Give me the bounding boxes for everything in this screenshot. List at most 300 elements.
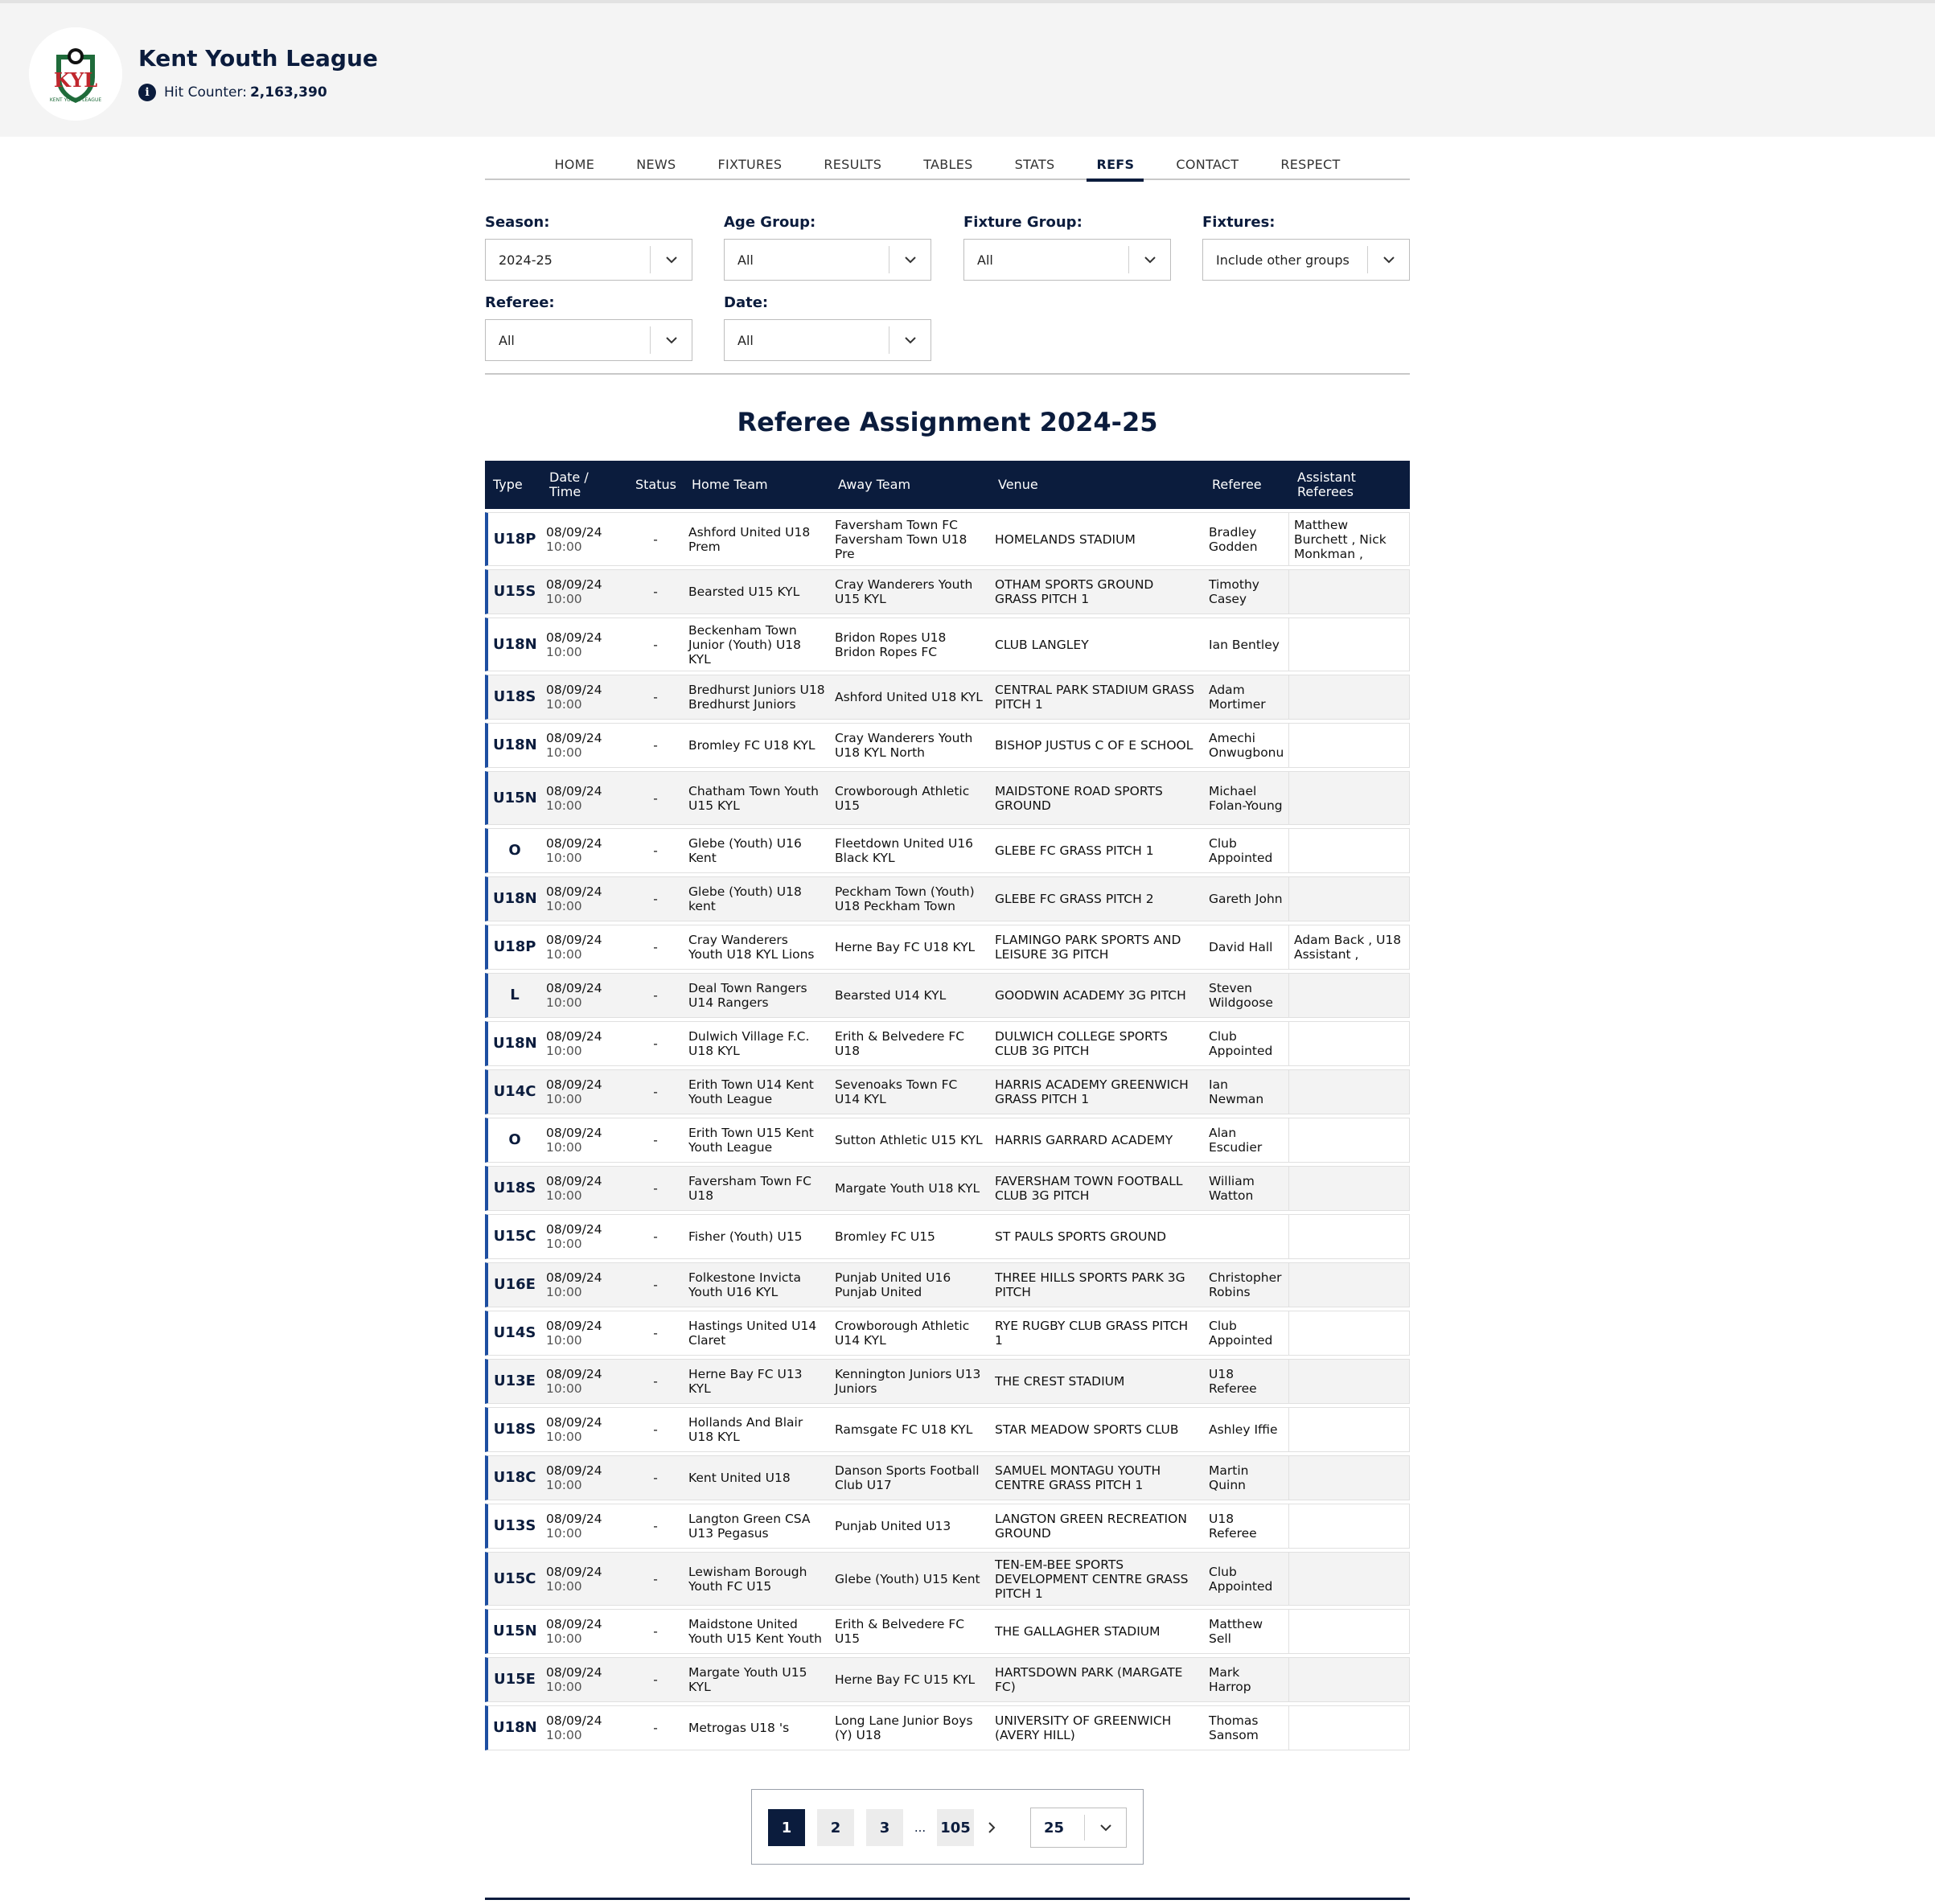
fixture-type: L	[485, 973, 541, 1018]
fixture-date: 08/09/24	[546, 731, 602, 745]
referee-name: David Hall	[1204, 925, 1289, 970]
fixture-time: 10:00	[546, 798, 582, 813]
age-group-filter	[724, 214, 931, 281]
table-row[interactable]	[485, 1118, 1410, 1163]
fixture-time: 10:00	[546, 1044, 582, 1058]
away-team: Peckham Town (Youth) U18 Peckham Town	[830, 876, 990, 921]
col-venue[interactable]: Venue	[990, 461, 1204, 509]
venue: CLUB LANGLEY	[990, 618, 1204, 671]
referee-name: William Watton	[1204, 1166, 1289, 1211]
col-type[interactable]: Type	[485, 461, 541, 509]
fixture-date: 08/09/24	[546, 836, 602, 851]
chevron-down-icon	[1128, 246, 1170, 273]
table-row[interactable]	[485, 876, 1410, 921]
referee-name: Michael Folan-Young	[1204, 771, 1289, 825]
table-row[interactable]	[485, 771, 1410, 825]
assistant-referees	[1289, 618, 1410, 671]
referee-name: Amechi Onwugbonu	[1204, 723, 1289, 768]
per-page-select[interactable]	[1030, 1808, 1127, 1848]
fixture-status: -	[627, 1552, 684, 1606]
assistant-referees	[1289, 1021, 1410, 1066]
away-team: Sevenoaks Town FC U14 KYL	[830, 1069, 990, 1114]
fixture-status: -	[627, 1262, 684, 1307]
referee-name: Ashley Iffie	[1204, 1407, 1289, 1452]
assistant-referees	[1289, 1657, 1410, 1702]
footer-divider	[485, 1898, 1410, 1900]
fixture-type: U15E	[485, 1657, 541, 1702]
fixture-type: U18N	[485, 618, 541, 671]
fixture-type: U18S	[485, 1407, 541, 1452]
home-team: Erith Town U15 Kent Youth League	[684, 1118, 830, 1163]
fixture-datetime	[541, 1609, 627, 1654]
fixture-time: 10:00	[546, 995, 582, 1010]
fixture-type: U16E	[485, 1262, 541, 1307]
table-row[interactable]	[485, 1311, 1410, 1356]
chevron-down-icon	[650, 326, 692, 354]
fixture-status: -	[627, 1118, 684, 1163]
away-team: Punjab United U16 Punjab United	[830, 1262, 990, 1307]
fixture-datetime	[541, 1214, 627, 1259]
fixture-status: -	[627, 1455, 684, 1500]
assistant-referees: Matthew Burchett , Nick Monkman ,	[1289, 512, 1410, 566]
fixture-time: 10:00	[546, 644, 582, 659]
page-2-button[interactable]: 2	[817, 1809, 854, 1846]
venue: STAR MEADOW SPORTS CLUB	[990, 1407, 1204, 1452]
fixtures-label: Fixtures:	[1202, 214, 1276, 231]
fixture-datetime	[541, 1069, 627, 1114]
table-row[interactable]	[485, 1609, 1410, 1654]
fixture-time: 10:00	[546, 899, 582, 913]
nav-stats[interactable]: STATS	[1014, 157, 1055, 172]
hit-counter	[138, 84, 327, 101]
chevron-down-icon	[650, 246, 692, 273]
page-title: Referee Assignment 2024-25	[737, 407, 1158, 437]
referee-name: Steven Wildgoose	[1204, 973, 1289, 1018]
fixture-type: U18P	[485, 925, 541, 970]
away-team: Herne Bay FC U18 KYL	[830, 925, 990, 970]
referee-select[interactable]	[485, 319, 692, 361]
venue: HARRIS ACADEMY GREENWICH GRASS PITCH 1	[990, 1069, 1204, 1114]
fixture-datetime	[541, 618, 627, 671]
season-select[interactable]	[485, 239, 692, 281]
referee-name: Adam Mortimer	[1204, 675, 1289, 720]
venue: BISHOP JUSTUS C OF E SCHOOL	[990, 723, 1204, 768]
table-row[interactable]	[485, 1262, 1410, 1307]
away-team: Fleetdown United U16 Black KYL	[830, 828, 990, 873]
col-referee[interactable]: Referee	[1204, 461, 1289, 509]
away-team: Danson Sports Football Club U17	[830, 1455, 990, 1500]
fixture-type: O	[485, 1118, 541, 1163]
venue: OTHAM SPORTS GROUND GRASS PITCH 1	[990, 569, 1204, 614]
assistant-referees	[1289, 1069, 1410, 1114]
fixture-time: 10:00	[546, 1333, 582, 1348]
fixture-date: 08/09/24	[546, 884, 602, 899]
fixture-date: 08/09/24	[546, 630, 602, 645]
assistant-referees	[1289, 1214, 1410, 1259]
col-away-team[interactable]: Away Team	[830, 461, 990, 509]
home-team: Bearsted U15 KYL	[684, 569, 830, 614]
fixture-date: 08/09/24	[546, 1512, 602, 1526]
away-team: Bromley FC U15	[830, 1214, 990, 1259]
fixture-date: 08/09/24	[546, 1367, 602, 1381]
fixture-datetime	[541, 1021, 627, 1066]
page-1-button[interactable]: 1	[768, 1809, 805, 1846]
fixture-group-filter	[963, 214, 1171, 281]
fixture-datetime	[541, 1552, 627, 1606]
fixture-time: 10:00	[546, 1381, 582, 1396]
fixture-date: 08/09/24	[546, 577, 602, 592]
referee-name: Bradley Godden	[1204, 512, 1289, 566]
nav-refs[interactable]: REFS	[1075, 153, 1155, 180]
referee-name: U18 Referee	[1204, 1504, 1289, 1549]
away-team: Erith & Belvedere FC U18	[830, 1021, 990, 1066]
away-team: Erith & Belvedere FC U15	[830, 1609, 990, 1654]
table-row[interactable]	[485, 1455, 1410, 1500]
kyl-crest-icon	[29, 27, 122, 121]
table-row[interactable]	[485, 1021, 1410, 1066]
chevron-down-icon	[889, 326, 931, 354]
home-team: Erith Town U14 Kent Youth League	[684, 1069, 830, 1114]
age-group-value: All	[737, 252, 754, 268]
fixture-datetime	[541, 876, 627, 921]
fixture-date: 08/09/24	[546, 1617, 602, 1631]
referee-name: Ian Newman	[1204, 1069, 1289, 1114]
fixture-date: 08/09/24	[546, 783, 602, 798]
fixture-type: U13S	[485, 1504, 541, 1549]
table-row[interactable]	[485, 1214, 1410, 1259]
away-team: Bridon Ropes U18 Bridon Ropes FC	[830, 618, 990, 671]
fixture-date: 08/09/24	[546, 1126, 602, 1140]
table-row[interactable]	[485, 1552, 1410, 1606]
fixture-time: 10:00	[546, 592, 582, 606]
referee-name: U18 Referee	[1204, 1359, 1289, 1404]
home-team: Faversham Town FC U18	[684, 1166, 830, 1211]
fixture-time: 10:00	[546, 1526, 582, 1541]
referee-assignment-table	[485, 458, 1410, 1754]
fixture-date: 08/09/24	[546, 933, 602, 947]
nav-tables[interactable]: TABLES	[923, 157, 973, 172]
assistant-referees	[1289, 1705, 1410, 1750]
fixture-status: -	[627, 512, 684, 566]
fixture-status: -	[627, 771, 684, 825]
home-team: Beckenham Town Junior (Youth) U18 KYL	[684, 618, 830, 671]
fixture-datetime	[541, 828, 627, 873]
venue: UNIVERSITY OF GREENWICH (AVERY HILL)	[990, 1705, 1204, 1750]
home-team: Herne Bay FC U13 KYL	[684, 1359, 830, 1404]
table-row[interactable]	[485, 723, 1410, 768]
season-filter	[485, 214, 692, 281]
venue: FLAMINGO PARK SPORTS AND LEISURE 3G PITCH	[990, 925, 1204, 970]
fixture-datetime	[541, 569, 627, 614]
assistant-referees	[1289, 1407, 1410, 1452]
fixture-type: U15N	[485, 1609, 541, 1654]
fixture-type: U18N	[485, 1705, 541, 1750]
table-row[interactable]	[485, 1359, 1410, 1404]
fixture-status: -	[627, 723, 684, 768]
venue: LANGTON GREEN RECREATION GROUND	[990, 1504, 1204, 1549]
table-row[interactable]	[485, 569, 1410, 614]
chevron-right-icon	[988, 1821, 996, 1834]
chevron-down-icon	[1367, 246, 1409, 273]
away-team: Kennington Juniors U13 Juniors	[830, 1359, 990, 1404]
season-label: Season:	[485, 214, 550, 231]
fixture-date: 08/09/24	[546, 1270, 602, 1285]
away-team: Sutton Athletic U15 KYL	[830, 1118, 990, 1163]
away-team: Long Lane Junior Boys (Y) U18	[830, 1705, 990, 1750]
fixture-type: U18N	[485, 876, 541, 921]
fixture-date: 08/09/24	[546, 981, 602, 995]
table-row[interactable]	[485, 1657, 1410, 1702]
referee-value: All	[499, 332, 515, 348]
fixture-time: 10:00	[546, 1140, 582, 1155]
fixture-date: 08/09/24	[546, 1415, 602, 1430]
assistant-referees	[1289, 569, 1410, 614]
away-team: Faversham Town FC Faversham Town U18 Pre	[830, 512, 990, 566]
fixture-time: 10:00	[546, 1285, 582, 1299]
fixture-type: U18S	[485, 1166, 541, 1211]
fixtures-select[interactable]	[1202, 239, 1410, 281]
age-group-label: Age Group:	[724, 214, 816, 231]
assistant-referees	[1289, 1455, 1410, 1500]
fixture-time: 10:00	[546, 1092, 582, 1106]
col-status[interactable]: Status	[627, 461, 684, 509]
fixture-type: U18C	[485, 1455, 541, 1500]
fixture-status: -	[627, 1359, 684, 1404]
home-team: Lewisham Borough Youth FC U15	[684, 1552, 830, 1606]
fixture-datetime	[541, 1166, 627, 1211]
fixture-date: 08/09/24	[546, 1713, 602, 1728]
table-row[interactable]	[485, 618, 1410, 671]
assistant-referees	[1289, 1609, 1410, 1654]
fixture-status: -	[627, 828, 684, 873]
referee-name: Club Appointed	[1204, 1311, 1289, 1356]
nav-home[interactable]: HOME	[554, 157, 595, 172]
referee-filter	[485, 294, 692, 361]
age-group-select[interactable]	[724, 239, 931, 281]
fixture-date: 08/09/24	[546, 1319, 602, 1333]
fixture-date: 08/09/24	[546, 1665, 602, 1680]
fixture-time: 10:00	[546, 947, 582, 962]
fixture-type: U14S	[485, 1311, 541, 1356]
referee-name: Ian Bentley	[1204, 618, 1289, 671]
fixtures-filter	[1202, 214, 1410, 281]
fixture-type: U15C	[485, 1552, 541, 1606]
referee-name: Club Appointed	[1204, 1552, 1289, 1606]
table-row[interactable]	[485, 1504, 1410, 1549]
assistant-referees	[1289, 1552, 1410, 1606]
away-team: Cray Wanderers Youth U18 KYL North	[830, 723, 990, 768]
away-team: Ashford United U18 KYL	[830, 675, 990, 720]
pagination-ellipsis: ...	[914, 1820, 926, 1835]
next-page-button[interactable]	[980, 1809, 1003, 1846]
fixture-time: 10:00	[546, 745, 582, 760]
referee-name: Matthew Sell	[1204, 1609, 1289, 1654]
fixture-type: U18N	[485, 1021, 541, 1066]
fixture-time: 10:00	[546, 1478, 582, 1492]
fixtures-value: Include other groups	[1216, 252, 1350, 268]
fixture-datetime	[541, 1455, 627, 1500]
away-team: Crowborough Athletic U14 KYL	[830, 1311, 990, 1356]
assistant-referees: Adam Back , U18 Assistant ,	[1289, 925, 1410, 970]
assistant-referees	[1289, 1311, 1410, 1356]
fixture-date: 08/09/24	[546, 1174, 602, 1188]
assistant-referees	[1289, 828, 1410, 873]
home-team: Ashford United U18 Prem	[684, 512, 830, 566]
fixture-date: 08/09/24	[546, 1564, 602, 1579]
table-row[interactable]	[485, 1166, 1410, 1211]
page-3-button[interactable]: 3	[866, 1809, 903, 1846]
fixture-time: 10:00	[546, 1728, 582, 1742]
fixture-datetime	[541, 1311, 627, 1356]
away-team: Cray Wanderers Youth U15 KYL	[830, 569, 990, 614]
chevron-down-icon	[1084, 1815, 1126, 1840]
site-title[interactable]: Kent Youth League	[138, 45, 378, 72]
fixture-date: 08/09/24	[546, 1077, 602, 1092]
venue: THE CREST STADIUM	[990, 1359, 1204, 1404]
venue: THREE HILLS SPORTS PARK 3G PITCH	[990, 1262, 1204, 1307]
fixture-status: -	[627, 1407, 684, 1452]
fixture-status: -	[627, 1311, 684, 1356]
referee-name: Club Appointed	[1204, 1021, 1289, 1066]
venue: GOODWIN ACADEMY 3G PITCH	[990, 973, 1204, 1018]
referee-name: Christopher Robins	[1204, 1262, 1289, 1307]
col-datetime[interactable]: Date / Time	[541, 461, 627, 509]
table-row[interactable]	[485, 1069, 1410, 1114]
fixture-date: 08/09/24	[546, 524, 602, 540]
home-team: Kent United U18	[684, 1455, 830, 1500]
fixture-type: U13E	[485, 1359, 541, 1404]
away-team: Punjab United U13	[830, 1504, 990, 1549]
fixture-group-value: All	[977, 252, 993, 268]
fixture-time: 10:00	[546, 539, 582, 554]
venue: THE GALLAGHER STADIUM	[990, 1609, 1204, 1654]
referee-name: Timothy Casey	[1204, 569, 1289, 614]
fixture-time: 10:00	[546, 1631, 582, 1646]
page-last-button[interactable]: 105	[937, 1809, 974, 1846]
home-team: Bredhurst Juniors U18 Bredhurst Juniors	[684, 675, 830, 720]
home-team: Margate Youth U15 KYL	[684, 1657, 830, 1702]
nav-results[interactable]: RESULTS	[824, 157, 882, 172]
table-row[interactable]	[485, 828, 1410, 873]
home-team: Fisher (Youth) U15	[684, 1214, 830, 1259]
date-select[interactable]	[724, 319, 931, 361]
fixture-datetime	[541, 771, 627, 825]
referee-name: Gareth John	[1204, 876, 1289, 921]
venue: SAMUEL MONTAGU YOUTH CENTRE GRASS PITCH 1	[990, 1455, 1204, 1500]
fixture-datetime	[541, 1504, 627, 1549]
pagination	[751, 1789, 1144, 1865]
venue: GLEBE FC GRASS PITCH 2	[990, 876, 1204, 921]
col-assistant-referees[interactable]: Assistant Referees	[1289, 461, 1410, 509]
fixture-datetime	[541, 723, 627, 768]
fixture-status: -	[627, 925, 684, 970]
fixture-datetime	[541, 512, 627, 566]
home-team: Hastings United U14 Claret	[684, 1311, 830, 1356]
home-team: Dulwich Village F.C. U18 KYL	[684, 1021, 830, 1066]
home-team: Bromley FC U18 KYL	[684, 723, 830, 768]
referee-name: Club Appointed	[1204, 828, 1289, 873]
home-team: Deal Town Rangers U14 Rangers	[684, 973, 830, 1018]
site-header	[0, 0, 1935, 137]
fixture-date: 08/09/24	[546, 1029, 602, 1044]
home-team: Folkestone Invicta Youth U16 KYL	[684, 1262, 830, 1307]
nav-fixtures[interactable]: FIXTURES	[717, 157, 783, 172]
away-team: Crowborough Athletic U15	[830, 771, 990, 825]
home-team: Maidstone United Youth U15 Kent Youth	[684, 1609, 830, 1654]
fixture-status: -	[627, 1609, 684, 1654]
referee-label: Referee:	[485, 294, 555, 311]
date-label: Date:	[724, 294, 769, 311]
date-filter	[724, 294, 931, 361]
hit-counter-label: Hit Counter:	[164, 84, 247, 101]
nav-contact[interactable]: CONTACT	[1176, 157, 1239, 172]
table-row[interactable]	[485, 675, 1410, 720]
assistant-referees	[1289, 1262, 1410, 1307]
nav-news[interactable]: NEWS	[636, 157, 676, 172]
fixture-time: 10:00	[546, 1237, 582, 1251]
fixture-status: -	[627, 675, 684, 720]
table-row[interactable]	[485, 1705, 1410, 1750]
fixture-datetime	[541, 973, 627, 1018]
fixture-time: 10:00	[546, 1680, 582, 1694]
fixture-time: 10:00	[546, 1188, 582, 1203]
referee-name: Thomas Sansom	[1204, 1705, 1289, 1750]
fixture-group-select[interactable]	[963, 239, 1171, 281]
fixture-status: -	[627, 618, 684, 671]
col-home-team[interactable]: Home Team	[684, 461, 830, 509]
nav-respect[interactable]: RESPECT	[1280, 157, 1341, 172]
assistant-referees	[1289, 723, 1410, 768]
venue: MAIDSTONE ROAD SPORTS GROUND	[990, 771, 1204, 825]
main-nav	[485, 153, 1410, 180]
fixture-time: 10:00	[546, 697, 582, 712]
fixture-time: 10:00	[546, 1578, 582, 1594]
venue: ST PAULS SPORTS GROUND	[990, 1214, 1204, 1259]
home-team: Glebe (Youth) U16 Kent	[684, 828, 830, 873]
referee-name: Martin Quinn	[1204, 1455, 1289, 1500]
hit-counter-value: 2,163,390	[249, 84, 327, 101]
fixture-time: 10:00	[546, 851, 582, 865]
site-logo[interactable]	[29, 27, 122, 121]
per-page-value: 25	[1044, 1819, 1065, 1836]
table-row[interactable]	[485, 512, 1410, 566]
table-row[interactable]	[485, 1407, 1410, 1452]
venue: HARTSDOWN PARK (MARGATE FC)	[990, 1657, 1204, 1702]
venue: TEN-EM-BEE SPORTS DEVELOPMENT CENTRE GRASS PITCH 1	[990, 1552, 1204, 1606]
table-row[interactable]	[485, 925, 1410, 970]
table-row[interactable]	[485, 973, 1410, 1018]
fixture-date: 08/09/24	[546, 1222, 602, 1237]
fixture-status: -	[627, 1705, 684, 1750]
season-value: 2024-25	[499, 252, 553, 268]
referee-name: Alan Escudier	[1204, 1118, 1289, 1163]
filters-divider	[485, 373, 1410, 375]
venue: HARRIS GARRARD ACADEMY	[990, 1118, 1204, 1163]
assistant-referees	[1289, 771, 1410, 825]
fixture-status: -	[627, 1214, 684, 1259]
fixture-status: -	[627, 973, 684, 1018]
assistant-referees	[1289, 675, 1410, 720]
fixture-type: U15N	[485, 771, 541, 825]
fixture-datetime	[541, 1657, 627, 1702]
fixture-status: -	[627, 1504, 684, 1549]
fixture-status: -	[627, 569, 684, 614]
assistant-referees	[1289, 973, 1410, 1018]
fixture-type: O	[485, 828, 541, 873]
assistant-referees	[1289, 876, 1410, 921]
fixture-type: U18P	[485, 512, 541, 566]
fixture-date: 08/09/24	[546, 1463, 602, 1478]
